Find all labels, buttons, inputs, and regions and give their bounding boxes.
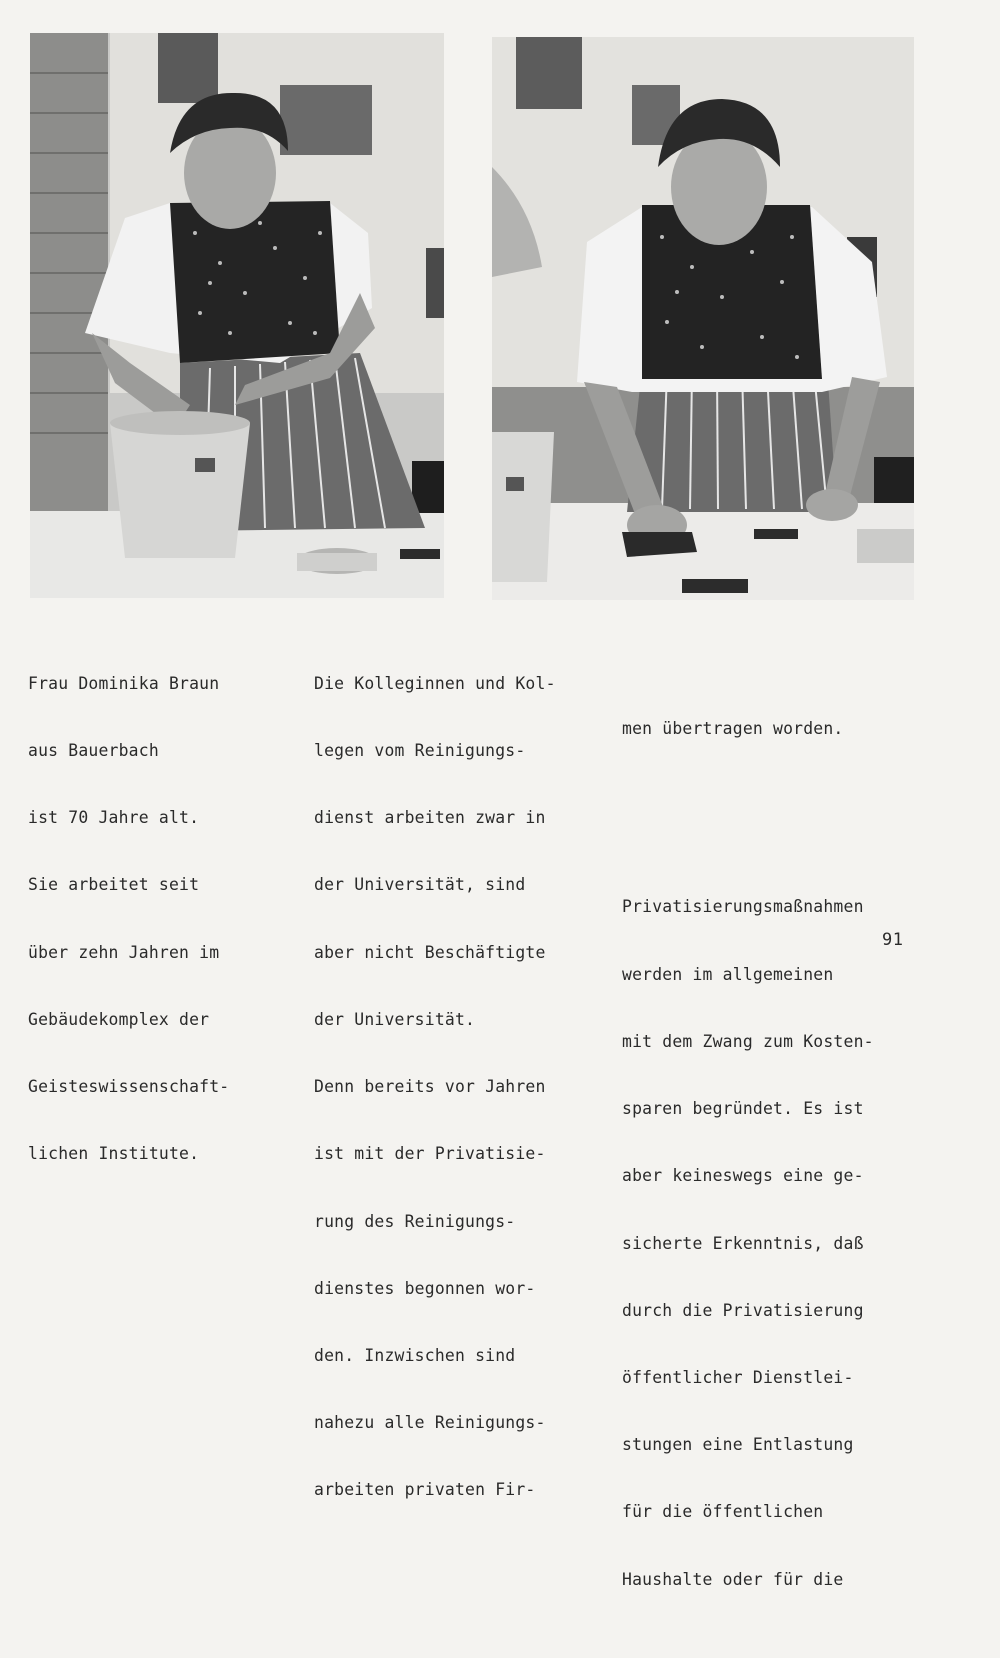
text-line: durch die Privatisierung (622, 1300, 864, 1320)
text-line: rung des Reinigungs- (314, 1211, 516, 1231)
text-line: mit dem Zwang zum Kosten- (622, 1031, 874, 1051)
text-line: den. Inzwischen sind (314, 1346, 516, 1365)
text-line: Privatisierungsmaßnahmen (622, 897, 864, 917)
photo-woman-wiping-table (492, 37, 914, 600)
text-line: nahezu alle Reinigungs- (314, 1413, 546, 1433)
text-line: men übertragen worden. (622, 718, 844, 738)
text-line: dienstes begonnen wor- (314, 1278, 536, 1298)
body-text-column-3 (622, 628, 922, 1658)
text-line: der Universität, sind (314, 875, 526, 895)
caption-line: Gebäudekomplex der (28, 1009, 210, 1029)
text-line: für die öffentlichen (622, 1502, 824, 1522)
text-line: der Universität. (314, 1009, 476, 1029)
photo-caption (28, 628, 278, 1188)
text-line: sicherte Erkenntnis, daß (622, 1233, 864, 1253)
text-line: stungen eine Entlastung (622, 1435, 854, 1455)
caption-line: über zehn Jahren im (28, 942, 220, 962)
text-line: dienst arbeiten zwar in (314, 808, 546, 828)
photo-right-illustration (492, 37, 914, 600)
paragraph-2 (622, 852, 922, 1636)
photo-left-illustration (30, 33, 444, 598)
text-line: Denn bereits vor Jahren (314, 1077, 546, 1097)
caption-line: aus Bauerbach (28, 741, 159, 761)
text-line: arbeiten privaten Fir- (314, 1480, 536, 1500)
body-text-column-2 (314, 628, 604, 1524)
paragraph-1 (622, 673, 922, 785)
photo-woman-wringing-cloth (30, 33, 444, 598)
text-line: Die Kolleginnen und Kol- (314, 673, 556, 693)
text-line: aber nicht Beschäftigte (314, 942, 546, 962)
text-line: werden im allgemeinen (622, 964, 834, 984)
text-line: aber keineswegs eine ge- (622, 1166, 864, 1186)
text-line: öffentlicher Dienstlei- (622, 1368, 854, 1387)
page-number: 91 (882, 930, 904, 950)
caption-line: ist 70 Jahre alt. (28, 808, 200, 828)
caption-line: lichen Institute. (28, 1144, 200, 1164)
caption-line: Geisteswissenschaft- (28, 1077, 230, 1097)
text-line: sparen begründet. Es ist (622, 1099, 864, 1119)
caption-line: Frau Dominika Braun (28, 673, 220, 693)
text-line: ist mit der Privatisie- (314, 1144, 546, 1164)
text-line: legen vom Reinigungs- (314, 741, 526, 761)
text-line: Haushalte oder für die (622, 1569, 844, 1589)
caption-line: Sie arbeitet seit (28, 875, 200, 895)
